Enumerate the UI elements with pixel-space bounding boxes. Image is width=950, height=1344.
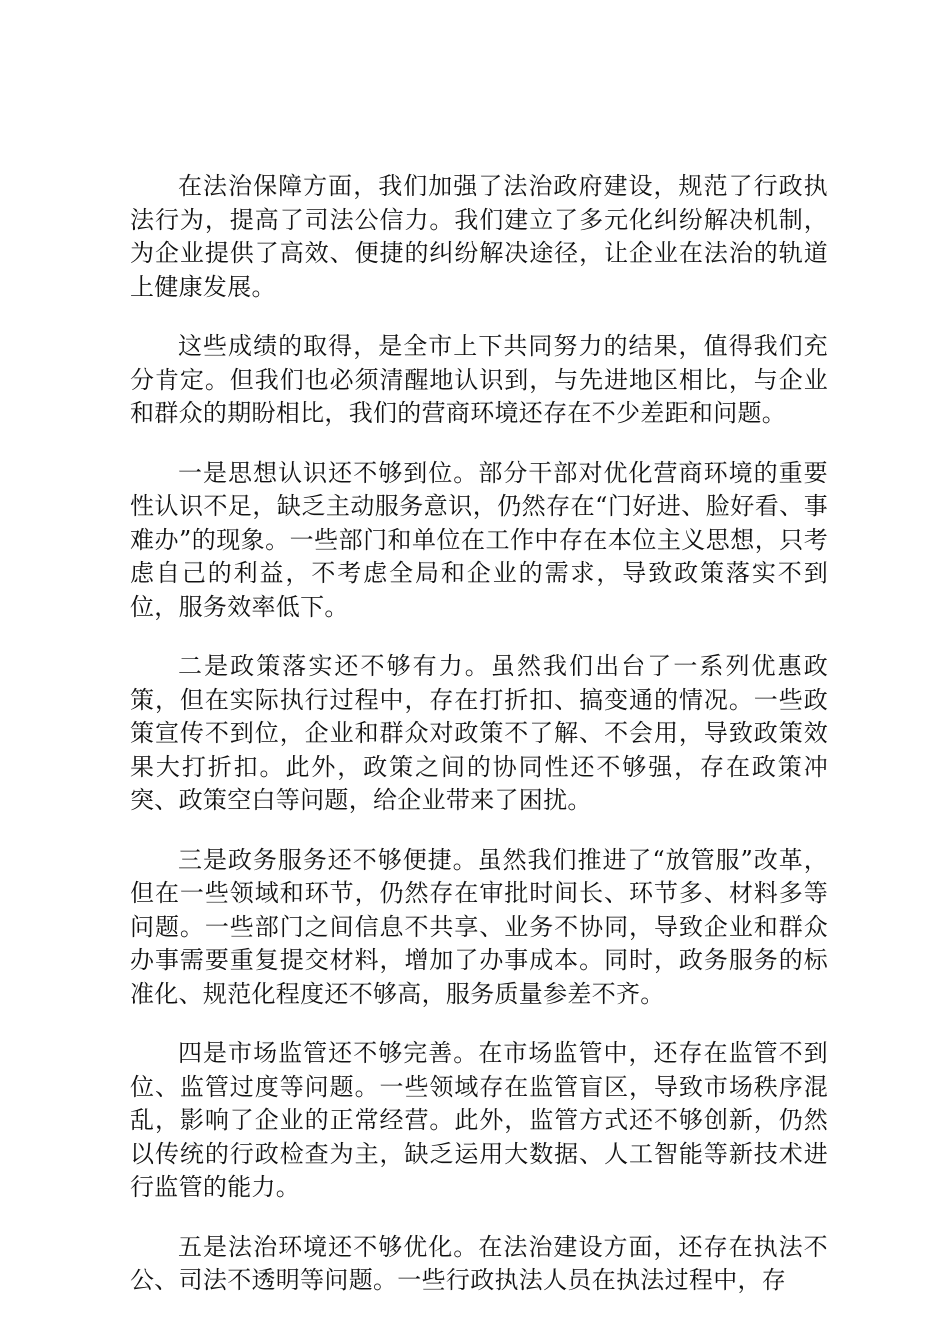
paragraph-issue-legal-environment: 五是法治环境还不够优化。在法治建设方面，还存在执法不公、司法不透明等问题。一些行政执法人员在执法过程中，存 <box>130 1232 828 1294</box>
paragraph-achievements-and-gaps: 这些成绩的取得，是全市上下共同努力的结果，值得我们充分肯定。但我们也必须清醒地认识到，与先进地区相比，与企业和群众的期盼相比，我们的营商环境还存在不少差距和问题。 <box>130 332 828 427</box>
paragraph-issue-government-services: 三是政务服务还不够便捷。虽然我们推进了“放管服”改革，但在一些领域和环节，仍然存在审批时间长、环节多、材料多等问题。一些部门之间信息不共享、业务不协同，导致企业和群众办事需要重复提交材料，增加了办事成本。同时，政务服务的标准化、规范化程度还不够高，服务质量参差不齐。 <box>130 845 828 1008</box>
paragraph-issue-awareness: 一是思想认识还不够到位。部分干部对优化营商环境的重要性认识不足，缺乏主动服务意识，仍然存在“门好进、脸好看、事难办”的现象。一些部门和单位在工作中存在本位主义思想，只考虑自己的利益，不考虑全局和企业的需求，导致政策落实不到位，服务效率低下。 <box>130 458 828 621</box>
paragraph-issue-policy-implementation: 二是政策落实还不够有力。虽然我们出台了一系列优惠政策，但在实际执行过程中，存在打折扣、搞变通的情况。一些政策宣传不到位，企业和群众对政策不了解、不会用，导致政策效果大打折扣。此外，政策之间的协同性还不够强，存在政策冲突、政策空白等问题，给企业带来了困扰。 <box>130 652 828 814</box>
document-body <box>130 170 828 1324</box>
paragraph-rule-of-law-guarantee: 在法治保障方面，我们加强了法治政府建设，规范了行政执法行为，提高了司法公信力。我们建立了多元化纠纷解决机制，为企业提供了高效、便捷的纠纷解决途径，让企业在法治的轨道上健康发展。 <box>130 172 828 301</box>
paragraph-issue-market-supervision: 四是市场监管还不够完善。在市场监管中，还存在监管不到位、监管过度等问题。一些领域存在监管盲区，导致市场秩序混乱，影响了企业的正常经营。此外，监管方式还不够创新，仍然以传统的行政检查为主，缺乏运用大数据、人工智能等新技术进行监管的能力。 <box>130 1039 828 1201</box>
